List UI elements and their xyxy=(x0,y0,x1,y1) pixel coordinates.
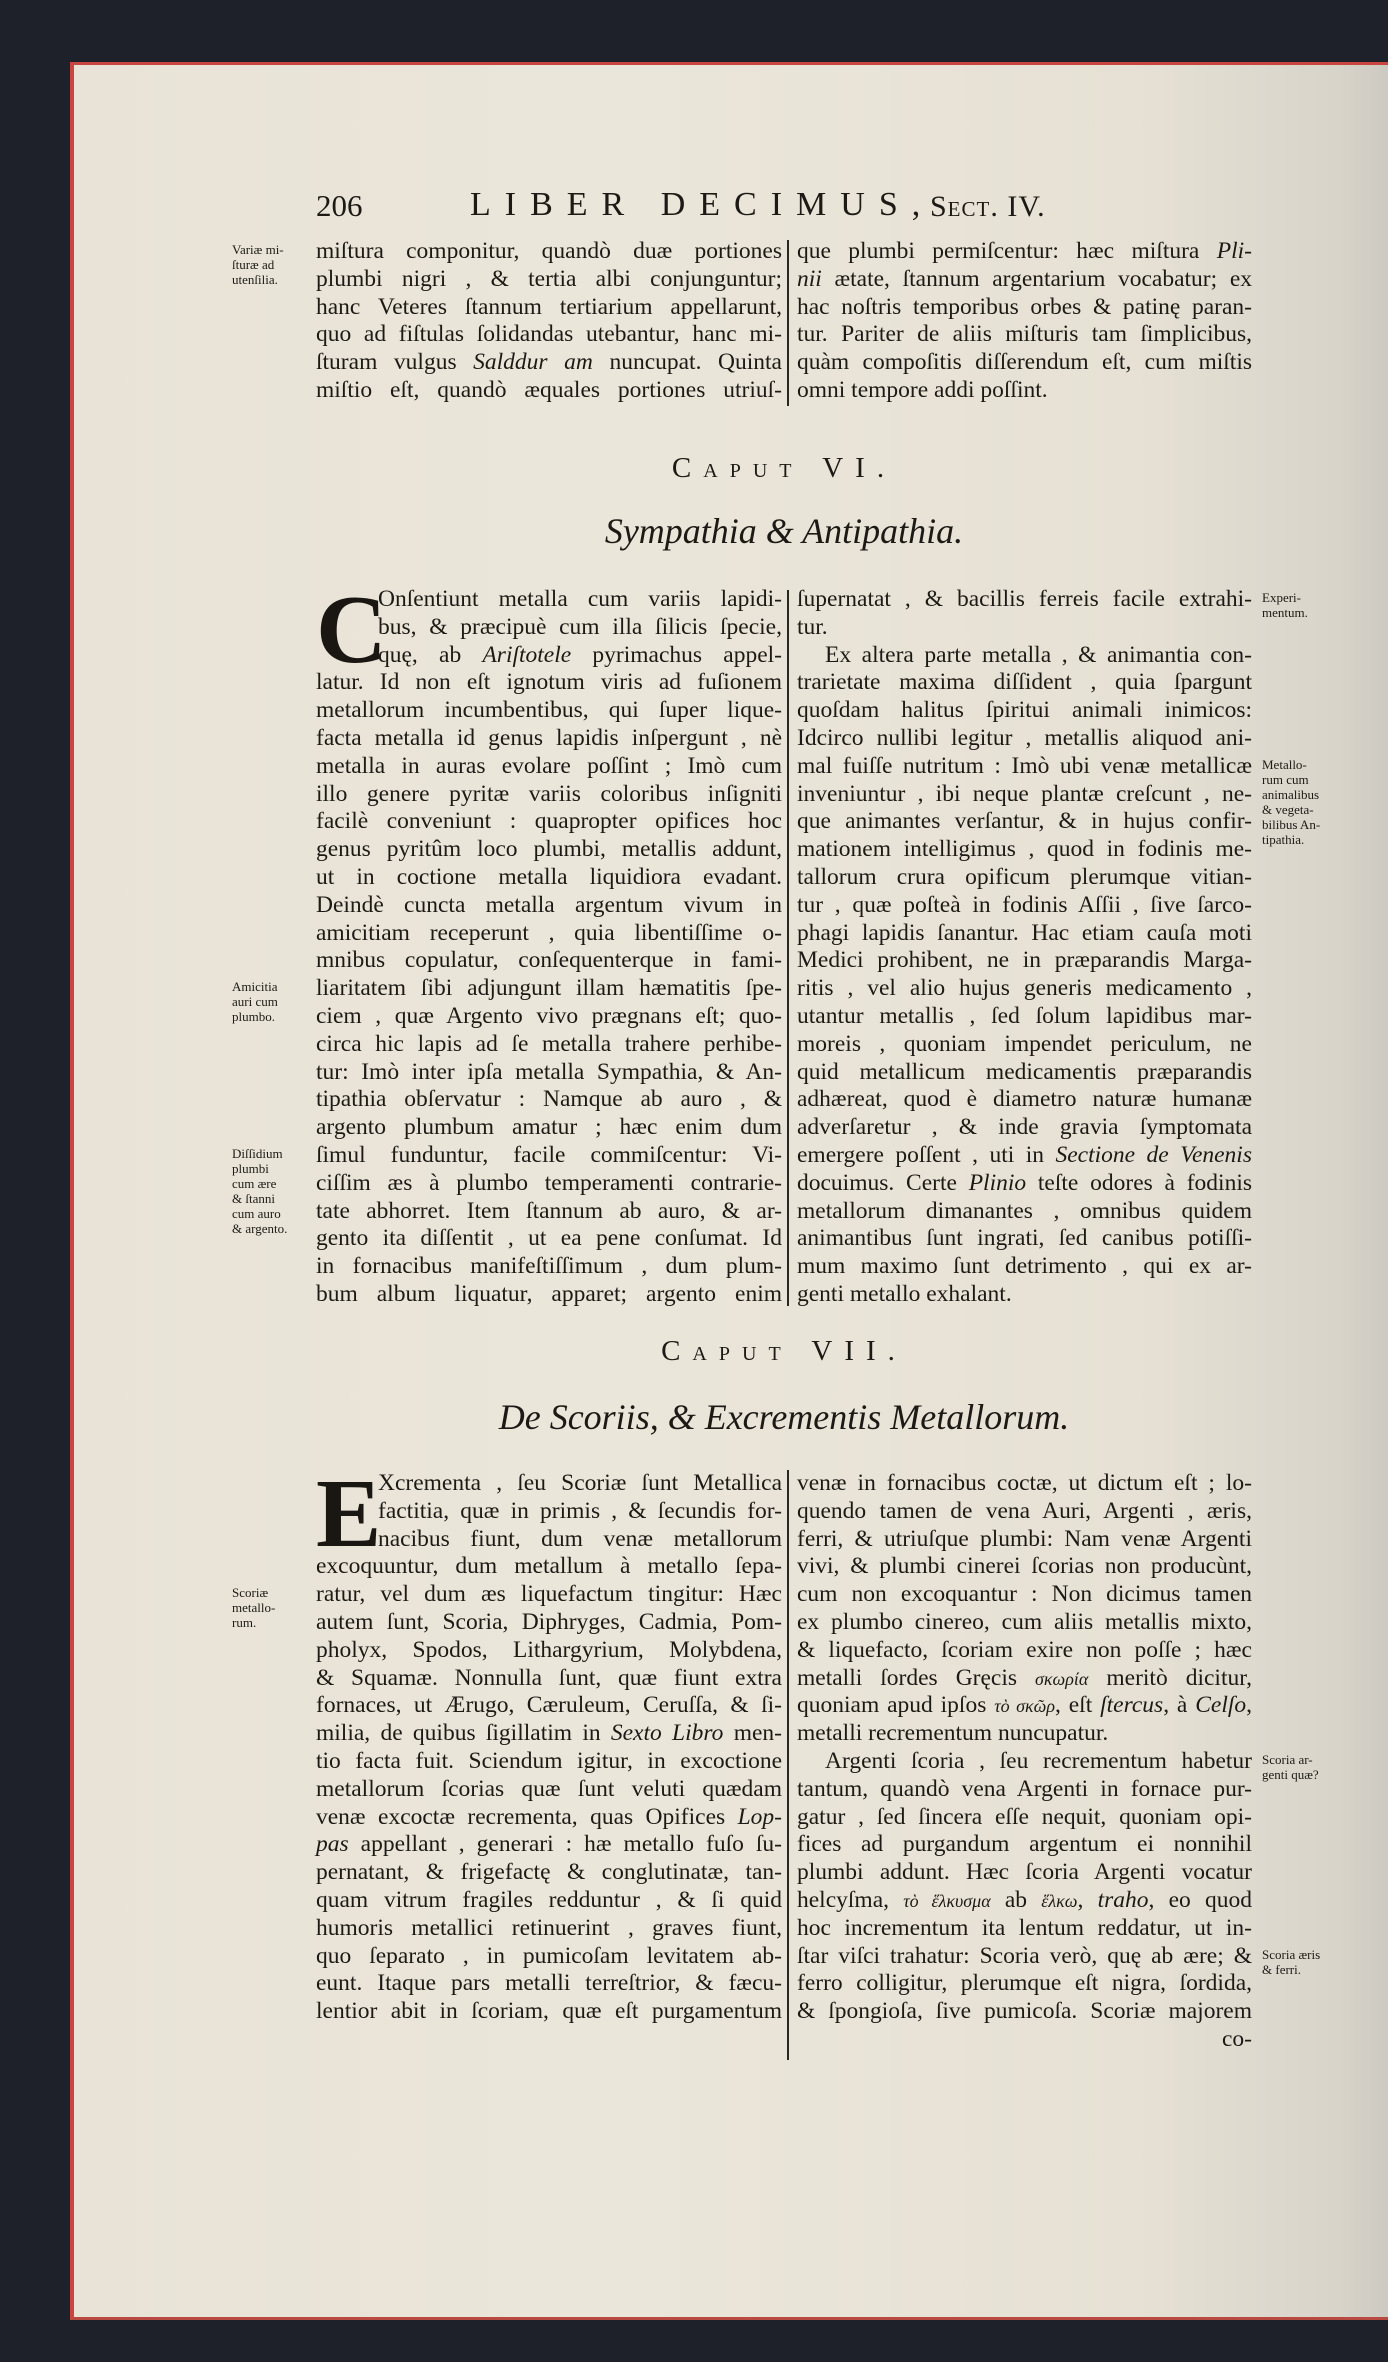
margin-note-line: cum auro xyxy=(232,1206,281,1221)
greek-text: ἕλκω xyxy=(1041,1890,1078,1911)
running-title: LIBER DECIMUS, xyxy=(470,186,935,223)
margin-note-line: & ſtanni xyxy=(232,1191,275,1206)
text-run: teſte odores à fodinis xyxy=(1026,1169,1253,1196)
text-line xyxy=(797,1665,1252,1693)
text-line: Idcirco nullibi legitur , metallis aliquod ani- xyxy=(797,724,1252,751)
text-line: tio facta fuit. Sciendum igitur, in excoctione xyxy=(316,1747,782,1774)
page-number: 206 xyxy=(316,188,363,223)
margin-note xyxy=(1262,1752,1342,1782)
text-line: mum maximo ſunt detrimento , qui ex ar- xyxy=(797,1253,1252,1280)
text-line: argento plumbum amatur ; hæc enim dum xyxy=(316,1114,782,1141)
text-line: tur. xyxy=(797,613,828,640)
text-line: quam vitrum fragiles redduntur , & ſi quid xyxy=(316,1886,782,1913)
text-line: metallorum incumbentibus, qui ſuper lique- xyxy=(316,697,782,724)
text-run: appellant , generari : hæ metallo fuſo ſu- xyxy=(348,1831,782,1858)
text-line: hoc incrementum ita lentum reddatur, ut in- xyxy=(797,1914,1252,1941)
text-line: & ſpongioſa, ſive pumicoſa. Scoriæ majorem xyxy=(797,1998,1252,2025)
chapter-title: De Scoriis, & Excrementis Metallorum. xyxy=(498,1397,1070,1437)
text-run: , eſt xyxy=(1055,1692,1101,1719)
text-run: meritò dicitur, xyxy=(1088,1664,1252,1691)
text-line: ciem , quæ Argento vivo prægnans eſt; quo- xyxy=(316,1002,782,1029)
text-line: pholyx, Spodos, Lithargyrium, Molybdena, xyxy=(316,1636,782,1663)
text-run: , à xyxy=(1163,1692,1196,1719)
text-line: tur. Pariter de aliis miſturis tam ſimplicibus, xyxy=(797,321,1252,348)
text-line: metallorum dimanantes , omnibus quidem xyxy=(797,1197,1252,1224)
text-run: nuncupat. Quinta xyxy=(592,349,782,376)
margin-note xyxy=(232,242,312,287)
margin-note-line: Metallo- xyxy=(1262,756,1307,772)
text-line: quendo tamen de vena Auri, Argenti , æris, xyxy=(797,1497,1252,1524)
text-line: eunt. Itaque pars metalli terreſtrior, & fæcu- xyxy=(316,1970,782,1997)
text-run: men- xyxy=(723,1720,782,1747)
text-line: ſupernatat , & bacillis ferreis facile extrahi- xyxy=(797,586,1252,612)
text-line: ſtar viſci trahatur: Scoria verò, quę ab ære; & xyxy=(797,1942,1252,1969)
italic-text: Celſo xyxy=(1195,1692,1247,1719)
text-line: animantibus ſunt ingrati, ſed canibus potiſſi- xyxy=(797,1225,1252,1252)
text-line: fornaces, ut Ærugo, Cæruleum, Ceruſſa, & ſi- xyxy=(316,1692,782,1719)
greek-text: τὸ ἕλκυσμα xyxy=(903,1890,991,1911)
text-line: gento ita diſſentit , ut ea pene conſumat. Id xyxy=(316,1225,782,1252)
text-line: venæ in fornacibus coctæ, ut dictum eſt ; lo- xyxy=(797,1470,1252,1496)
text-line: Onſentiunt metalla cum variis lapidi- xyxy=(378,586,782,612)
column-divider xyxy=(787,590,789,1306)
text-line: ex plumbo cinereo, cum aliis metallis mixto, xyxy=(797,1608,1252,1635)
italic-text: Plinio xyxy=(968,1169,1027,1196)
text-line: ratur, vel dum æs liquefactum tingitur: Hæc xyxy=(316,1581,782,1608)
text-line: plumbi nigri , & tertia albi conjunguntur; xyxy=(316,265,782,292)
text-line: Xcrementa , ſeu Scoriæ ſunt Metallica xyxy=(378,1470,782,1496)
left-column xyxy=(316,238,782,405)
text-line: quoſdam halitus ſpiritui animali inimicos: xyxy=(797,697,1252,724)
text-line: miſtio eſt, quandò æquales portiones utriuſ- xyxy=(316,376,782,403)
margin-note-line: genti quæ? xyxy=(1262,1767,1319,1782)
text-line xyxy=(797,238,1252,266)
text-run: ſturam vulgus xyxy=(316,349,474,376)
text-line: utantur metallis , ſed ſolum lapidibus mar- xyxy=(797,1002,1252,1029)
text-line: vivi, & plumbi cinerei ſcorias non producùnt, xyxy=(797,1553,1252,1580)
italic-text: Sexto Libro xyxy=(610,1720,724,1747)
text-line: hac noſtris temporibus orbes & patinę paran- xyxy=(797,293,1252,320)
greek-text: τὸ σκῶρ xyxy=(994,1696,1055,1717)
margin-note-line: & ferri. xyxy=(1262,1961,1301,1977)
running-header xyxy=(316,186,1116,226)
margin-note xyxy=(1262,1947,1342,1977)
text-run: pyrimachus appel- xyxy=(571,641,782,668)
text-line: factitia, quæ in primis , & ſecundis for- xyxy=(378,1497,782,1524)
text-line: mal fuiſſe nutritum : Imò ubi venæ metallicæ xyxy=(797,752,1252,779)
text-line: pernatant, & frigefactę & conglutinatæ, tan- xyxy=(316,1859,782,1886)
text-line: inveniuntur , ibi neque plantæ creſcunt , ne- xyxy=(797,780,1252,807)
margin-note-line: tipathia. xyxy=(1262,831,1305,847)
text-line: Ex altera parte metalla , & animantia con- xyxy=(825,641,1252,668)
text-line: que animantes verſantur, & in hujus confir- xyxy=(797,808,1252,835)
section-label: Sect. IV. xyxy=(930,190,1046,223)
right-column xyxy=(797,586,1252,1309)
italic-text: traho xyxy=(1097,1886,1149,1913)
margin-note-line: Diſſidium xyxy=(232,1146,283,1161)
column-divider xyxy=(787,240,789,406)
text-line: trarietate maxima diſſident , quia ſpargunt xyxy=(797,669,1252,696)
text-line: ferri, & utriuſque plumbi: Nam venæ Argenti xyxy=(797,1525,1252,1552)
text-line: & Squamæ. Nonnulla ſunt, quæ fiunt extra xyxy=(316,1664,782,1691)
text-line: in fornacibus manifeſtiſſimum , dum plum- xyxy=(316,1253,782,1280)
margin-note xyxy=(1262,590,1342,620)
text-line: humoris metallici retinuerint , graves fiunt, xyxy=(316,1914,782,1941)
text-line: tantum, quandò vena Argenti in fornace pur- xyxy=(797,1775,1252,1802)
text-line: latur. Id non eſt ignotum viris ad fuſionem xyxy=(316,669,782,696)
text-line: Medici prohibent, ne in præparandis Marga- xyxy=(797,947,1252,974)
text-line: quid metallicum medicamentis præparandis xyxy=(797,1058,1252,1085)
text-run: quę, ab xyxy=(378,641,483,668)
text-line xyxy=(797,1170,1252,1198)
text-line: illo genere pyritæ variis coloribus inſigniti xyxy=(316,780,782,807)
text-line: tipathia obſervatur : Namque ab auro , & xyxy=(316,1086,782,1113)
text-line: gatur , ſed ſincera eſſe nequit, quoniam opi- xyxy=(797,1803,1252,1830)
margin-note-line: Scoria ar- xyxy=(1262,1752,1313,1767)
text-line: phagi lapidis ſanantur. Hac etiam cauſa moti xyxy=(797,919,1252,946)
text-line: co- xyxy=(1221,2025,1252,2052)
margin-note-line: Experi- xyxy=(1262,590,1301,605)
text-line: liaritatem ſibi adjungunt illam hæmatitis ſpe- xyxy=(316,975,782,1002)
text-line: mnibus copulatur, conſequenterque in fami- xyxy=(316,947,782,974)
margin-note xyxy=(232,979,312,1024)
text-line xyxy=(316,1831,782,1859)
margin-note-line: utenſilia. xyxy=(232,272,278,287)
margin-note-line: mentum. xyxy=(1262,605,1308,620)
text-line xyxy=(316,1720,782,1748)
margin-note-line: Variæ mi- xyxy=(232,242,284,257)
italic-text: Lop- xyxy=(737,1803,782,1830)
margin-note xyxy=(232,1585,312,1630)
text-line: tate abhorret. Item ſtannum ab auro, & ar- xyxy=(316,1197,782,1224)
chapter-title: Sympathia & Antipathia. xyxy=(604,511,964,551)
chapter-number: Caput VII. xyxy=(661,1335,907,1367)
text-line: genus pyritûm loco plumbi, metallis addunt, xyxy=(316,836,782,863)
italic-text: ſtercus xyxy=(1100,1692,1164,1719)
text-line: miſtura componitur, quandò duæ portiones xyxy=(316,238,782,264)
text-run: venæ excoctæ recrementa, quas Opifices xyxy=(316,1803,738,1830)
text-line: Deindè cuncta metalla argentum vivum in xyxy=(316,891,782,918)
text-line: metalla in auras evolare poſſint ; Imò cum xyxy=(316,752,782,779)
italic-text: Pli- xyxy=(1216,238,1252,264)
margin-note-line: plumbo. xyxy=(232,1009,275,1025)
text-line: quo ad fiſtulas ſolidandas utebantur, hanc mi- xyxy=(316,321,782,348)
text-line: circa hic lapis ad ſe metalla trahere perhibe- xyxy=(316,1030,782,1057)
text-line: bus, & præcipuè cum illa ſilicis ſpecie, xyxy=(378,613,782,640)
text-line: tur: Imò inter ipſa metalla Sympathia, & An- xyxy=(316,1058,782,1085)
text-run: quoniam apud ipſos xyxy=(797,1692,995,1719)
text-run: ætate, ſtannum argentarium vocabatur; ex xyxy=(821,265,1252,292)
text-line: fices ad purgandum argentum ei nonnihil xyxy=(797,1831,1252,1858)
text-line: adverſaretur , & inde gravia ſymptomata xyxy=(797,1114,1252,1141)
text-line: metallorum ſcorias quæ ſunt veluti quædam xyxy=(316,1775,782,1802)
text-run: , eo quod xyxy=(1148,1886,1253,1913)
text-run: , xyxy=(1246,1692,1253,1719)
left-column xyxy=(316,1460,782,2026)
text-line: nacibus fiunt, dum venæ metallorum xyxy=(378,1525,782,1552)
margin-note-line: plumbi xyxy=(232,1161,269,1176)
margin-note-line: Scoriæ xyxy=(232,1585,269,1601)
text-line: moreis , quoniam impendet periculum, ne xyxy=(797,1030,1252,1057)
margin-note-line: animalibus xyxy=(1262,786,1320,802)
text-run: milia, de quibus ſigillatim in xyxy=(316,1720,611,1747)
text-line: quo ſeparato , in pumicoſam levitatem ab- xyxy=(316,1942,782,1969)
left-column xyxy=(316,576,782,1309)
text-line xyxy=(797,1887,1252,1915)
right-column xyxy=(797,1470,1252,2054)
margin-note-line: & argento. xyxy=(232,1221,288,1236)
text-line: plumbi addunt. Hæc ſcoria Argenti vocatur xyxy=(797,1859,1252,1886)
text-run: que plumbi permiſcentur: hæc miſtura xyxy=(797,238,1217,264)
text-line: mationem intelligimus , quod in fodinis me- xyxy=(797,836,1252,863)
text-line xyxy=(316,1804,782,1832)
italic-text: Ariſtotele xyxy=(482,641,572,668)
drop-cap-initial: C xyxy=(316,576,387,684)
text-line: ferro colligitur, plerumque eſt nigra, ſordida, xyxy=(797,1970,1252,1997)
margin-note-line: & vegeta- xyxy=(1262,801,1314,817)
text-run: docuimus. Certe xyxy=(797,1169,969,1196)
right-column xyxy=(797,238,1252,405)
margin-note-line: rum cum xyxy=(1262,771,1309,787)
drop-cap-initial: E xyxy=(316,1460,382,1568)
text-line: omni tempore addi poſſint. xyxy=(797,376,1048,403)
chapter-number: Caput VI. xyxy=(671,452,897,484)
italic-text: pas xyxy=(316,1831,349,1858)
margin-note-line: rum. xyxy=(232,1615,257,1631)
margin-note-line: bilibus An- xyxy=(1262,816,1321,832)
text-line: tallorum crura opificum plerumque vitian- xyxy=(797,863,1252,890)
text-line: ſimul funduntur, facile commiſcentur: Vi- xyxy=(316,1141,782,1168)
margin-note-line: ſturæ ad xyxy=(232,257,275,272)
margin-note xyxy=(232,1146,312,1236)
column-divider xyxy=(787,1470,789,2060)
margin-note-line: Scoria æris xyxy=(1262,1946,1321,1962)
text-line: & liquefacto, ſcoriam exire non poſſe ; hæc xyxy=(797,1636,1252,1663)
italic-text: Sectione de Venenis xyxy=(1055,1141,1252,1168)
greek-text: σκωρία xyxy=(1035,1668,1089,1689)
text-line: autem ſunt, Scoria, Diphryges, Cadmia, Pom- xyxy=(316,1608,782,1635)
margin-note xyxy=(1262,757,1342,847)
text-run: helcyſma, xyxy=(797,1886,904,1913)
text-line: metalli recrementum nuncupatur. xyxy=(797,1720,1109,1747)
margin-note-line: metallo- xyxy=(232,1600,276,1616)
text-line: facta metalla id genus lapidis inſpergunt , nè xyxy=(316,724,782,751)
text-line: tur , quæ poſteà in fodinis Aſſii , ſive ſarco- xyxy=(797,891,1252,918)
text-line: Argenti ſcoria , ſeu recrementum habetur xyxy=(825,1747,1252,1774)
text-run: emergere poſſent , uti in xyxy=(797,1141,1056,1168)
text-line xyxy=(797,1142,1252,1170)
text-line: amicitiam receperunt , quia libentiſſime o- xyxy=(316,919,782,946)
text-line: facilè conveniunt : quapropter opifices hoc xyxy=(316,808,782,835)
text-run: ab xyxy=(990,1886,1042,1913)
text-line xyxy=(797,1692,1252,1720)
text-run: metalli ſordes Gręcis xyxy=(797,1664,1036,1691)
text-line: hanc Veteres ſtannum tertiarium appellarunt, xyxy=(316,293,782,320)
italic-text: nii xyxy=(797,265,822,292)
margin-note-line: cum ære xyxy=(232,1176,277,1191)
text-line: lentior abit in ſcoriam, quæ eſt purgamentum xyxy=(316,1998,782,2025)
text-line: excoquuntur, dum metallum à metallo ſepa- xyxy=(316,1553,782,1580)
text-line: cum non excoquantur : Non dicimus tamen xyxy=(797,1581,1252,1608)
text-line: ritis , vel alio hujus generis medicamento , xyxy=(797,975,1252,1002)
text-run: , xyxy=(1077,1886,1098,1913)
text-line: genti metallo exhalant. xyxy=(797,1280,1012,1307)
text-line xyxy=(316,349,782,377)
margin-note-line: auri cum xyxy=(232,994,278,1010)
text-line xyxy=(797,266,1252,294)
text-line: bum album liquatur, apparet; argento enim xyxy=(316,1280,782,1307)
text-line: adhæreat, quod è diametro naturæ humanæ xyxy=(797,1086,1252,1113)
text-line: ciſſim æs à plumbo temperamenti contrarie- xyxy=(316,1169,782,1196)
italic-text: Salddur am xyxy=(473,349,593,376)
text-line: quàm compoſitis diſſerendum eſt, cum miſtis xyxy=(797,349,1252,376)
margin-note-line: Amicitia xyxy=(232,979,278,995)
text-line: ut in coctione metalla liquidiora evadant. xyxy=(316,863,782,890)
